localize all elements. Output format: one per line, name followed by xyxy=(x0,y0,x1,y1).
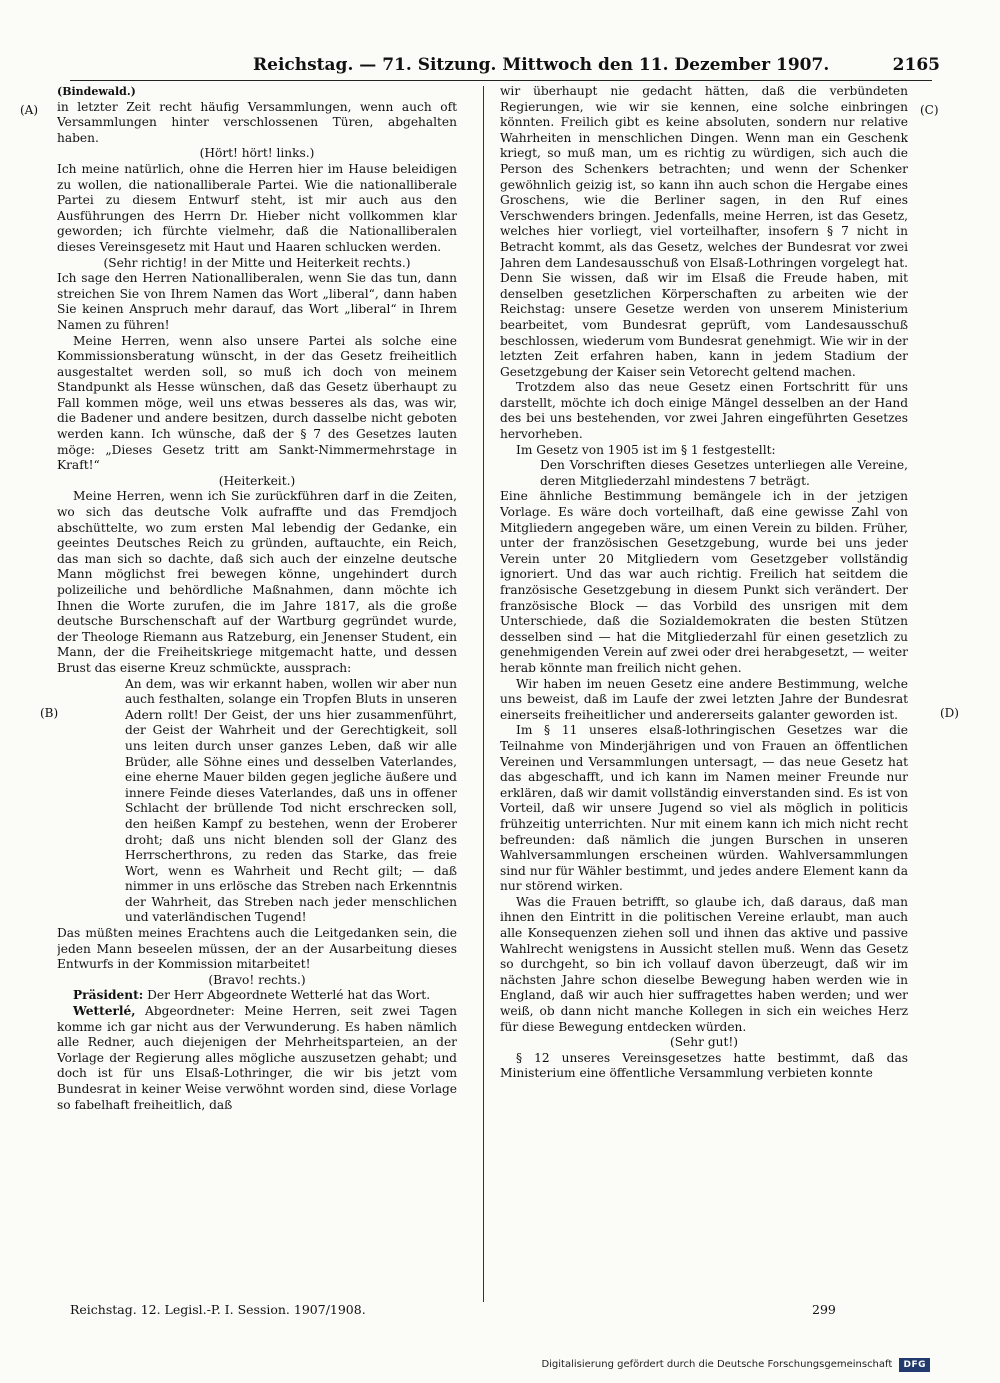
margin-mark-c: (C) xyxy=(920,103,939,117)
paragraph: in letzter Zeit recht häufig Versammlungen, wenn auch oft Versammlungen hinter verschlossenen Türen, abgehalten haben. xyxy=(57,99,457,145)
sheet-number: 299 xyxy=(812,1302,836,1317)
right-column xyxy=(500,84,908,1294)
paragraph: Das müßten meines Erachtens auch die Leitgedanken sein, die jeden Mann beseelen müssen, der an der Ausarbeitung dieses Entwurfs in der Kommission mitarbeitet! xyxy=(57,926,457,972)
interjection: (Sehr richtig! in der Mitte und Heiterkeit rechts.) xyxy=(103,255,411,270)
paragraph: Ich sage den Herren Nationalliberalen, wenn Sie das tun, dann streichen Sie von Ihrem Namen das Wort „liberal“, dann haben Sie keinen Anspruch mehr darauf, das Wort „liberal“ in Ihrem Namen zu führen! xyxy=(57,271,457,332)
paragraph: Trotzdem also das neue Gesetz einen Fortschritt für uns darstellt, möchte ich doch einige Mängel desselben an der Hand des bei uns bestehenden, vor zwei Jahren eingeführten Gesetzes hervorheben. xyxy=(500,380,908,442)
margin-mark-a: (A) xyxy=(20,103,39,117)
block-quote: Den Vorschriften dieses Gesetzes unterliegen alle Vereine, deren Mitgliederzahl mindestens 7 beträgt. xyxy=(540,458,908,488)
paragraph: Eine ähnliche Bestimmung bemängele ich in der jetzigen Vorlage. Es wäre doch vorteilhaft, daß eine gewisse Zahl von Mitgliedern angegeben wäre, um einen Verein zu bilden. Früher, unter der französischen Gesetzgebung, wurde bei uns jeder Verein unter 20 Mitgliedern vom Gesetzgeber vollständig ignoriert. Und das war auch richtig. Freilich hat seitdem die französische Gesetzgebung in diesem Punkt sich verändert. Der französische Block — das Vorbild des unsrigen mit dem Unterschiede, daß die Sozialdemokraten die besten Stützen desselben sind — hat die Mitgliederzahl für einen gesetzlich zu genehmigenden Verein auf zwei oder drei herabgesetzt, — weiter herab könnte man freilich nicht gehen. xyxy=(500,489,908,675)
left-column xyxy=(57,84,457,1294)
paragraph: Wir haben im neuen Gesetz eine andere Bestimmung, welche uns beweist, daß im Laufe der zwei letzten Jahre der Bundesrat einerseits freiheitlicher und andererseits galanter geworden ist. xyxy=(500,676,908,722)
paragraph: Meine Herren, wenn also unsere Partei als solche eine Kommissionsberatung wünscht, in der das Gesetz freiheitlich ausgestaltet werden soll, so muß ich doch von meinem Standpunkt als Hesse wünschen, daß das Gesetz überhaupt zu Fall kommen möge, weil uns etwas besseres als das, was wir, die Badener und andere besitzen, durch dasselbe nicht geboten werden kann. Ich wünsche, daß der § 7 des Gesetzes lauten möge: „Dieses Gesetz tritt am Sankt-Nimmermehrstage in Kraft!“ xyxy=(57,333,457,473)
paragraph: Was die Frauen betrifft, so glaube ich, daß daraus, daß man ihnen den Eintritt in die politischen Vereine erlaubt, man auch alle Konsequenzen ziehen soll und ihnen das aktive und passive Wahlrecht wenigstens in Aussicht stellen muß. Wenn das Gesetz so durchgeht, so bin ich vollauf davon überzeugt, daß wir im nächsten Jahre schon dieselbe Bewegung haben werden wie in England, daß wir auch hier suffragettes haben werden; und wer weiß, ob dann nicht manche Kollegen in sich ein weiches Herz für diese Bewegung entdecken würden. xyxy=(500,894,908,1034)
paragraph: Im Gesetz von 1905 ist im § 1 festgestellt: xyxy=(516,442,776,457)
speaker-president: Präsident: xyxy=(73,988,144,1003)
paragraph: Ich meine natürlich, ohne die Herren hier im Hause beleidigen zu wollen, die nationalliberale Partei. Wie die nationalliberale Partei zu diesem Entwurf steht, ist mir auch aus den Ausführungen des Herrn Dr. Hieber nicht vollkommen klar geworden; ich fürchte vielmehr, daß die Nationalliberalen dieses Vereinsgesetz mit Haut und Haaren schlucken werden. xyxy=(57,161,457,254)
running-title: Reichstag. — 71. Sitzung. Mittwoch den 11. Dezember 1907. xyxy=(253,55,830,75)
paragraph: § 12 unseres Vereinsgesetzes hatte bestimmt, daß das Ministerium eine öffentliche Versammlung verbieten konnte xyxy=(500,1050,908,1081)
paragraph-wetterle xyxy=(57,1004,457,1113)
dfg-logo: DFG xyxy=(899,1358,930,1372)
page-number: 2165 xyxy=(892,55,940,75)
speaker-header: (Bindewald.) xyxy=(57,85,136,98)
margin-mark-d: (D) xyxy=(940,706,959,720)
margin-mark-b: (B) xyxy=(40,706,59,720)
column-divider xyxy=(483,86,484,1302)
speaker-wetterle: Wetterlé, xyxy=(73,1004,136,1019)
paragraph-text: Abgeordneter: Meine Herren, seit zwei Tagen komme ich gar nicht aus der Verwunderung. Es haben nämlich alle Redner, auch diejenigen der Mehrheitsparteien, an der Vorlage der Regierung alles mögliche auszusetzen gehabt; und doch ist für uns Elsaß-Lothringer, die wir bis jetzt vom Bundesrat in keiner Weise verwöhnt worden sind, diese Vorlage so fabelhaft freiheitlich, daß xyxy=(57,1004,457,1112)
interjection: (Hört! hört! links.) xyxy=(199,146,315,161)
interjection: (Heiterkeit.) xyxy=(218,473,296,488)
paragraph-president xyxy=(57,988,457,1004)
footer-session: Reichstag. 12. Legisl.-P. I. Session. 1907/1908. xyxy=(70,1302,366,1317)
paragraph: wir überhaupt nie gedacht hätten, daß die verbündeten Regierungen, wie wir sie kennen, eine solche einbringen könnten. Freilich gibt es keine absoluten, sondern nur relative Wahrheiten in menschlichen Dingen. Wenn man ein Geschenk kriegt, so muß man, um es richtig zu würdigen, sich auch die Person des Schenkers betrachten; und wenn der Schenker gewöhnlich geizig ist, so kann ihn auch schon die Hergabe eines Groschens, wie die Berliner sagen, in den Ruf eines Verschwenders bringen. Jedenfalls, meine Herren, ist das Gesetz, welches hier vorliegt, viel vorteilhafter, insofern § 7 nicht in Betracht kommt, als das Gesetz, welches der Bundesrat vor zwei Jahren dem Landesausschuß von Elsaß-Lothringen vorgelegt hat. Denn Sie wissen, daß wir im Elsaß die Freude haben, mit denselben gesetzlichen Körperschaften zu arbeiten wie der Reichstag: unsere Gesetze werden von unserem Ministerium bearbeitet, vom Bundesrat geprüft, vom Landesausschuß beschlossen, wiederum vom Bundesrat genehmigt. Wie wir in der letzten Zeit erfahren haben, kann in jedem Stadium der Gesetzgebung der Kaiser sein Vetorecht geltend machen. xyxy=(500,84,908,379)
interjection: (Sehr gut!) xyxy=(669,1035,739,1050)
page-header xyxy=(70,55,940,79)
paragraph: Im § 11 unseres elsaß-lothringischen Gesetzes war die Teilnahme von Minderjährigen und von Frauen an öffentlichen Vereinen und Versammlungen untersagt, — das neue Gesetz hat das abgeschafft, und ich kann im Namen meiner Freunde nur erklären, daß wir damit vollständig einverstanden sind. Es ist von Vorteil, daß wir unsere Jugend so viel als möglich in politicis frühzeitig unterrichten. Nur mit einem kann ich mich nicht recht befreunden: daß nämlich die jungen Burschen in unseren Wahlversammlungen erscheinen würden. Wahlversammlungen sind nur für Wähler bestimmt, und jedes andere Element kann da nur störend wirken. xyxy=(500,723,908,894)
block-quote: An dem, was wir erkannt haben, wollen wir aber nun auch festhalten, solange ein Tropfen Bluts in unseren Adern rollt! Der Geist, der uns hier zusammenführt, der Geist der Wahrheit und der Gerechtigkeit, soll uns leiten durch unser ganzes Leben, daß wir alle Brüder, alle Söhne eines und desselben Vaterlandes, eine eherne Mauer bilden gegen jegliche äußere und innere Feinde dieses Vaterlandes, daß uns in offener Schlacht der brüllende Tod nicht erschrecken soll, den heißen Kampf zu bestehen, wenn der Eroberer droht; daß uns nicht blenden soll der Glanz des Herrscherthrons, zu reden das Starke, das freie Wort, wenn es Wahrheit und Recht gilt; — daß nimmer in uns erlösche das Streben nach Erkenntnis der Wahrheit, das Streben nach jeder menschlichen und vaterländischen Tugend! xyxy=(125,676,457,925)
digitization-credit xyxy=(541,1358,930,1372)
paragraph: Meine Herren, wenn ich Sie zurückführen darf in die Zeiten, wo sich das deutsche Volk aufraffte und das Fremdjoch abschüttelte, wo zum ersten Mal lebendig der Gedanke, ein geeintes Deutsches Reich zu gründen, auftauchte, ein Reich, das man sich so dachte, daß sich auch der einzelne deutsche Mann möglichst frei bewegen könne, ungehindert durch polizeiliche und behördliche Maßnahmen, dann möchte ich Ihnen die Worte zurufen, die im Jahre 1817, als die große deutsche Burschenschaft auf der Wartburg gegründet wurde, der Theologe Riemann aus Ratzeburg, ein Jenenser Student, ein Mann, der die Freiheitskriege mitgemacht hatte, und dessen Brust das eiserne Kreuz schmückte, aussprach: xyxy=(57,489,457,675)
credit-text: Digitalisierung gefördert durch die Deutsche Forschungsgemeinschaft xyxy=(541,1359,893,1370)
interjection: (Bravo! rechts.) xyxy=(208,972,306,987)
paragraph-text: Der Herr Abgeordnete Wetterlé hat das Wort. xyxy=(147,988,431,1003)
header-rule xyxy=(70,80,932,81)
